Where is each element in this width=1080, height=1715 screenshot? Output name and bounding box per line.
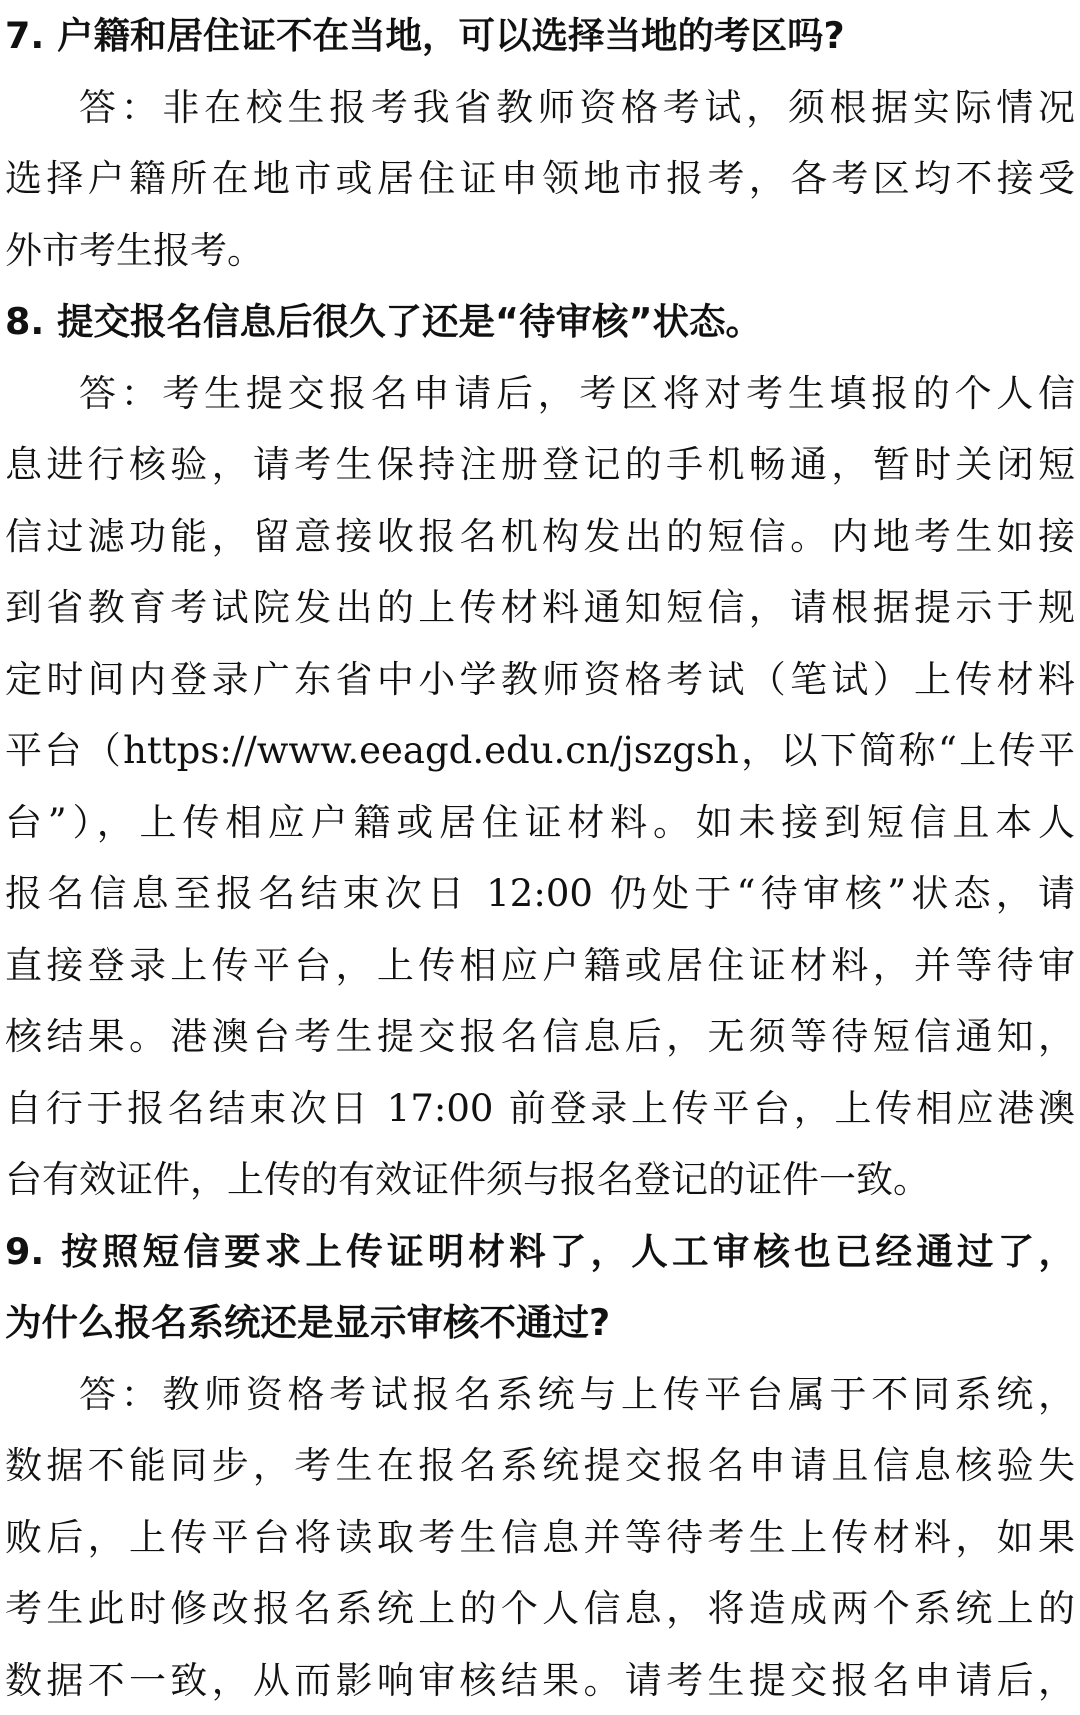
answer-line: 直接登录上传平台，上传相应户籍或居住证材料，并等待审 [5, 943, 1075, 987]
answer-line: 败后，上传平台将读取考生信息并等待考生上传材料，如果 [5, 1515, 1075, 1559]
answer-line: 答：教师资格考试报名系统与上传平台属于不同系统， [79, 1372, 1075, 1416]
answer-line: 到省教育考试院发出的上传材料通知短信，请根据提示于规 [5, 586, 1075, 629]
question-heading: 8. 提交报名信息后很久了还是“待审核”状态。 [5, 300, 762, 343]
answer-line: 外市考生报考。 [5, 228, 264, 272]
answer-line: 选择户籍所在地市或居住证申领地市报考，各考区均不接受 [5, 157, 1075, 200]
answer-line: 答：非在校生报考我省教师资格考试，须根据实际情况 [79, 85, 1075, 129]
answer-line: 答：考生提交报名申请后，考区将对考生填报的个人信 [79, 371, 1075, 415]
answer-line: 息进行核验，请考生保持注册登记的手机畅通，暂时关闭短 [5, 443, 1075, 486]
answer-line: 数据不一致，从而影响审核结果。请考生提交报名申请后， [5, 1658, 1075, 1702]
answer-line: 台有效证件，上传的有效证件须与报名登记的证件一致。 [5, 1158, 930, 1201]
answer-line: 核结果。港澳台考生提交报名信息后，无须等待短信通知， [5, 1015, 1075, 1058]
answer-line: 报名信息至报名结束次日 12:00 仍处于“待审核”状态，请 [5, 872, 1075, 915]
answer-line: 平台（https://www.eeagd.edu.cn/jszgsh，以下简称“上传平 [5, 729, 1075, 772]
answer-line: 自行于报名结束次日 17:00 前登录上传平台，上传相应港澳 [5, 1086, 1075, 1130]
answer-line: 信过滤功能，留意接收报名机构发出的短信。内地考生如接 [5, 514, 1075, 558]
question-heading: 9. 按照短信要求上传证明材料了，人工审核也已经通过了， [5, 1229, 1075, 1273]
answer-line: 数据不能同步，考生在报名系统提交报名申请且信息核验失 [5, 1444, 1075, 1487]
answer-line: 台”），上传相应户籍或居住证材料。如未接到短信且本人 [5, 800, 1075, 844]
question-heading: 为什么报名系统还是显示审核不通过? [5, 1301, 611, 1344]
answer-line: 考生此时修改报名系统上的个人信息，将造成两个系统上的 [5, 1587, 1075, 1630]
question-heading: 7. 户籍和居住证不在当地，可以选择当地的考区吗? [5, 14, 845, 57]
document-page [5, 0, 1075, 1715]
answer-line: 定时间内登录广东省中小学教师资格考试（笔试）上传材料 [5, 657, 1075, 701]
